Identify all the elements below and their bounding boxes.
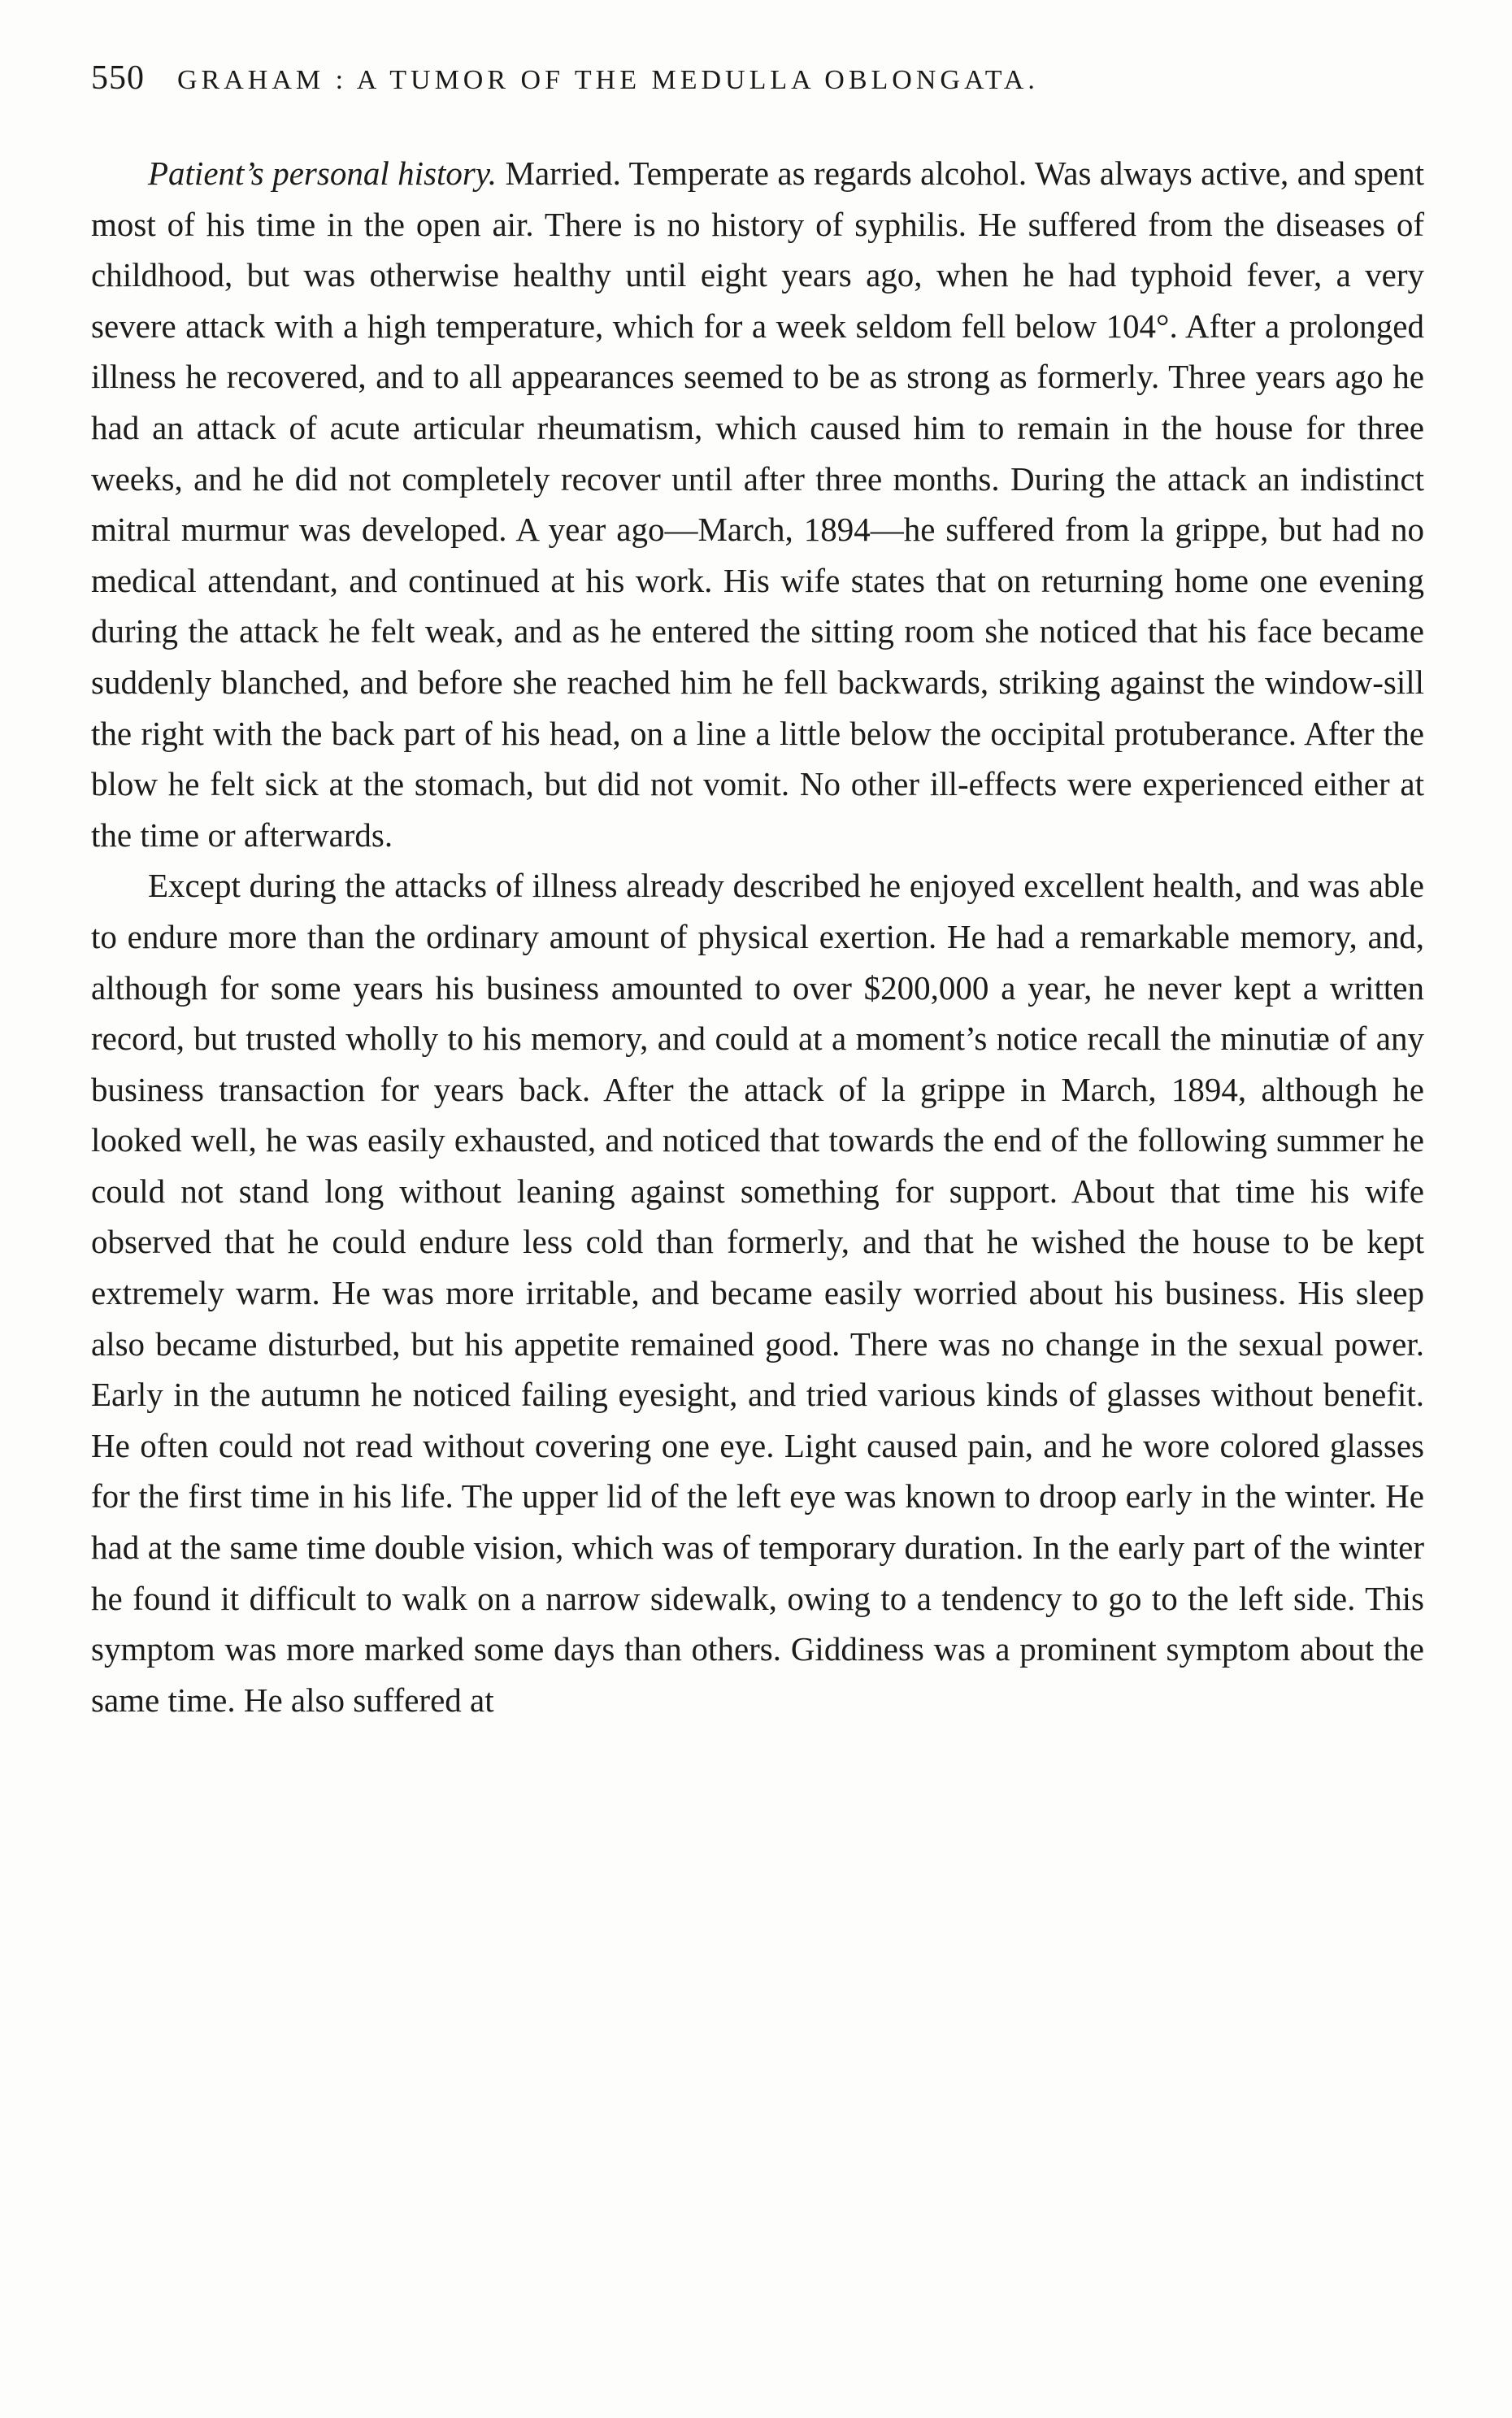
- text-body: [91, 148, 1424, 1725]
- paragraph-text: Married. Temperate as regards alcohol. Was always active, and spent most of his time in the open air. There is no history of syphilis. He suffered from the diseases of childhood, but was otherwise healthy until eight years ago, when he had typhoid fever, a very severe attack with a high temperature, which for a week seldom fell below 104°. After a prolonged illness he recovered, and to all appearances seemed to be as strong as formerly. Three years ago he had an attack of acute articular rheumatism, which caused him to remain in the house for three weeks, and he did not completely recover until after three months. During the attack an indistinct mitral murmur was developed. A year ago—March, 1894—he suffered from la grippe, but had no medical attendant, and continued at his work. His wife states that on returning home one evening during the attack he felt weak, and as he entered the sitting room she noticed that his face became suddenly blanched, and before she reached him he fell backwards, striking against the window-sill the right with the back part of his head, on a line a little below the occipital protuberance. After the blow he felt sick at the stomach, but did not vomit. No other ill-effects were experienced either at the time or afterwards.: [91, 154, 1424, 854]
- paragraph-personal-history: [91, 148, 1424, 860]
- paragraph-text: Except during the attacks of illness already described he enjoyed excellent health, and was able to endure more than the ordinary amount of physical exertion. He had a remarkable memory, and, although for some years his business amounted to over $200,000 a year, he never kept a written record, but trusted wholly to his memory, and could at a moment’s notice recall the minutiæ of any business transaction for years back. After the attack of la grippe in March, 1894, although he looked well, he was easily exhausted, and noticed that towards the end of the following summer he could not stand long without leaning against something for support. About that time his wife observed that he could endure less cold than formerly, and that he wished the house to be kept extremely warm. He was more irritable, and became easily worried about his business. His sleep also became disturbed, but his appetite remained good. There was no change in the sexual power. Early in the autumn he noticed failing eyesight, and tried various kinds of glasses without benefit. He often could not read without covering one eye. Light caused pain, and he wore colored glasses for the first time in his life. The upper lid of the left eye was known to droop early in the winter. He had at the same time double vision, which was of temporary duration. In the early part of the winter he found it difficult to walk on a narrow sidewalk, owing to a tendency to go to the left side. This symptom was more marked some days than others. Giddiness was a prominent symptom about the same time. He also suffered at: [91, 867, 1424, 1719]
- paragraph-health-history: [91, 860, 1424, 1725]
- page-number: 550: [91, 59, 145, 97]
- paragraph-lead-heading: Patient’s personal history.: [148, 154, 497, 192]
- running-title: GRAHAM : A TUMOR OF THE MEDULLA OBLONGATA.: [177, 65, 1039, 95]
- running-head: [91, 59, 1424, 107]
